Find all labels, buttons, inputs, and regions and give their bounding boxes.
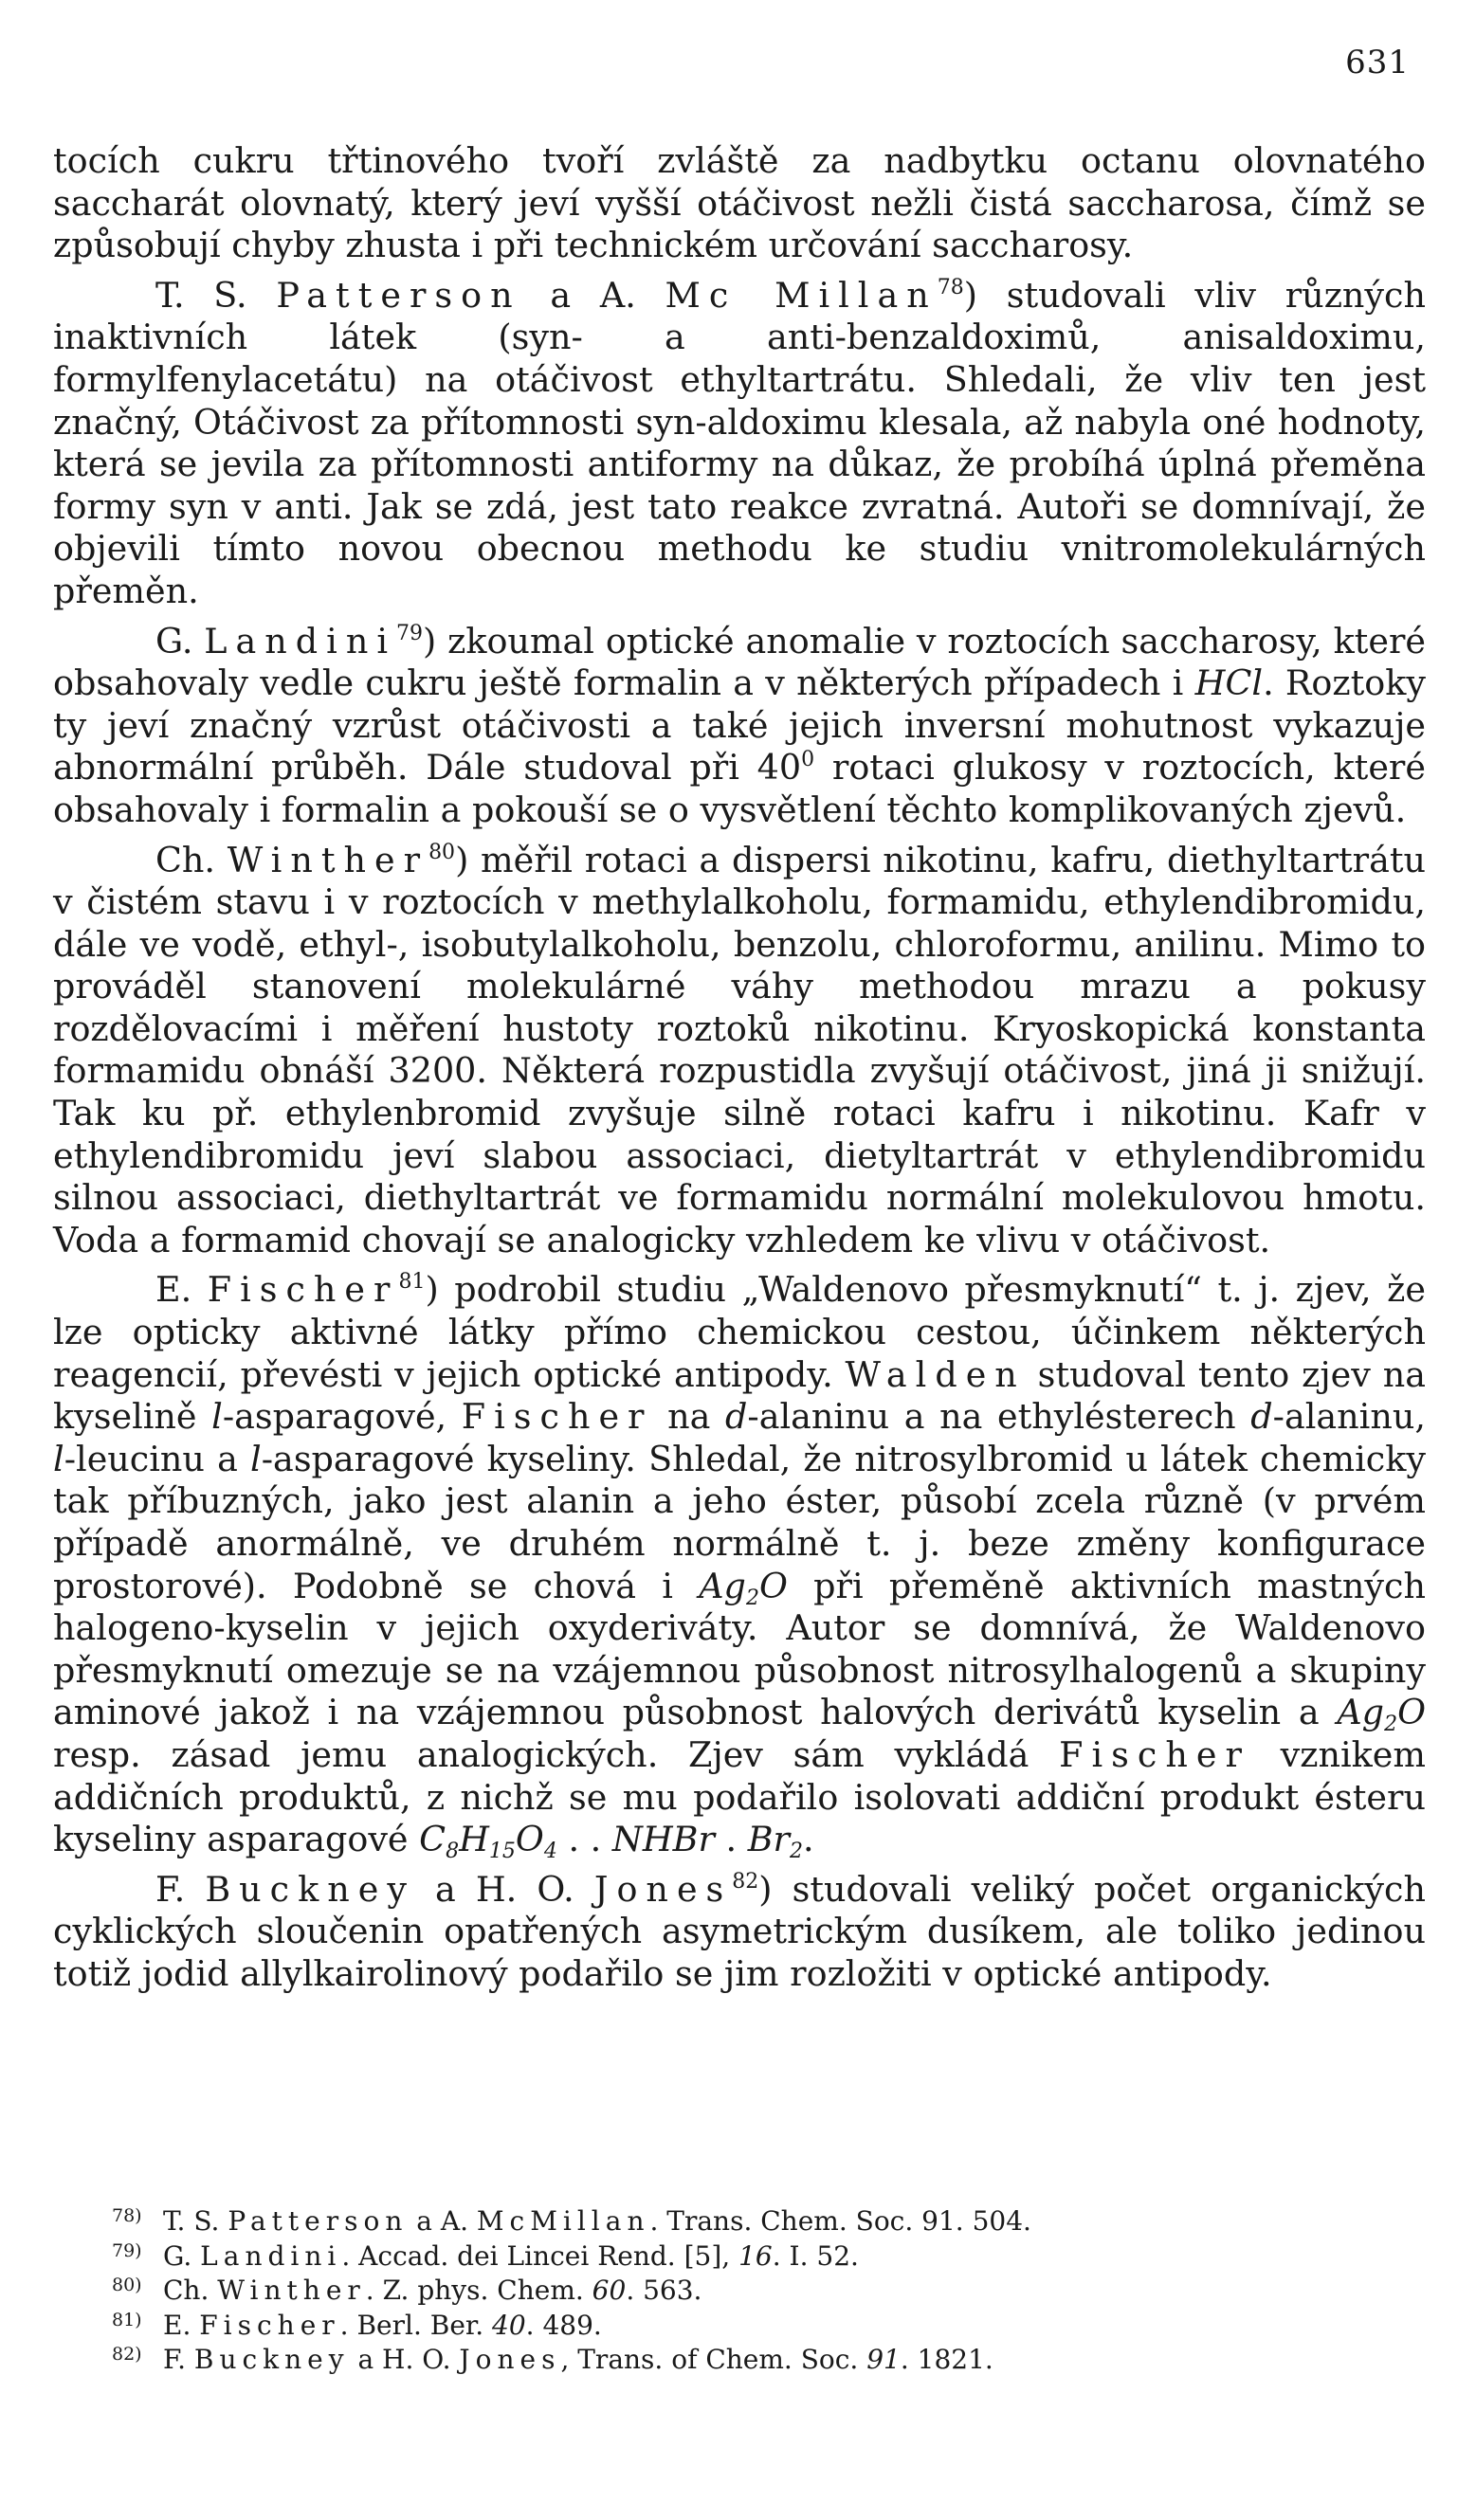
formula-subscript: 2 bbox=[1384, 1713, 1398, 1737]
paragraph-text: -asparagové, bbox=[222, 1396, 462, 1438]
citation-text: . Trans. Chem. Soc. 91. 504. bbox=[649, 2205, 1031, 2237]
chemical-formula bbox=[419, 1819, 557, 1864]
footnote: 82) F. Buckney a H. O. Jones, Trans. of Chem. Soc. 91. 1821. bbox=[112, 2344, 993, 2375]
author-name: Fischer bbox=[199, 2309, 340, 2341]
paragraph-text: na bbox=[652, 1396, 725, 1438]
formula-part: Ag bbox=[699, 1565, 746, 1606]
author-name: Landini bbox=[200, 2239, 342, 2272]
volume-number: 16 bbox=[738, 2239, 773, 2272]
initials: T. S. bbox=[163, 2205, 228, 2237]
paragraph-6 bbox=[53, 1869, 1426, 1996]
paragraph-text: vznikem addičních produktů, z nichž se mu podařilo isolovati addiční produkt ésteru kyseliny asparagové bbox=[53, 1733, 1427, 1860]
formula-part: O bbox=[1397, 1692, 1426, 1733]
paragraph-text: -alaninu a na ethylésterech bbox=[747, 1396, 1251, 1438]
paragraph-text: resp. zásad jemu analogických. Zjev sám vykládá bbox=[53, 1733, 1060, 1775]
footnote: 80) Ch. Winther. Z. phys. Chem. 60. 563. bbox=[112, 2275, 702, 2306]
formula-part: Br bbox=[747, 1819, 791, 1860]
paragraph-5 bbox=[53, 1269, 1427, 1864]
formula-part: O bbox=[758, 1565, 788, 1606]
citation-text: . I. 52. bbox=[772, 2239, 859, 2272]
author-name: Patterson bbox=[228, 2205, 409, 2237]
chemical-formula bbox=[1337, 1692, 1426, 1737]
initials: T. S. bbox=[155, 274, 277, 316]
initials: Ch. bbox=[155, 839, 228, 880]
citation-text: . Berl. Ber. bbox=[339, 2309, 493, 2341]
body-text bbox=[53, 140, 1426, 1996]
author-name: McMillan bbox=[476, 2205, 650, 2237]
paragraph-text: . bbox=[714, 1819, 748, 1860]
citation-text: a A. bbox=[408, 2205, 477, 2237]
citation-text: . 1821. bbox=[900, 2344, 993, 2375]
author-name: Fischer bbox=[1059, 1733, 1250, 1775]
formula-part: H bbox=[459, 1819, 489, 1860]
paragraph-text: -alaninu, bbox=[1272, 1396, 1426, 1438]
page-number: 631 bbox=[1345, 44, 1410, 82]
author-name: Patterson bbox=[276, 274, 521, 316]
footnote: 78) T. S. Patterson a A. McMillan. Trans. Chem. Soc. 91. 504. bbox=[112, 2205, 1031, 2237]
author-name: Mc Millan bbox=[665, 274, 938, 316]
chemical-formula bbox=[699, 1565, 788, 1610]
initials: G. bbox=[155, 620, 205, 662]
author-name: Buckney bbox=[193, 2344, 350, 2375]
paragraph-text: . bbox=[803, 1819, 814, 1860]
author-name: Winther bbox=[227, 839, 429, 880]
paragraph-4 bbox=[53, 840, 1426, 1262]
formula-subscript: 2 bbox=[790, 1840, 804, 1864]
stereo-prefix: d bbox=[1250, 1396, 1273, 1438]
citation-text: , Trans. of Chem. Soc. bbox=[560, 2344, 867, 2375]
stereo-prefix: l bbox=[211, 1396, 223, 1438]
author-name: Jones bbox=[459, 2344, 561, 2375]
stereo-prefix: d bbox=[725, 1396, 748, 1438]
stereo-prefix: l bbox=[53, 1438, 64, 1479]
paragraph-text: studoval tento zjev na kyselině bbox=[53, 1353, 1426, 1438]
formula-subscript: 2 bbox=[745, 1586, 759, 1610]
formula-part: O bbox=[515, 1819, 544, 1860]
paragraph-text: při přeměně aktivních mastných halogeno-kyselin v jejich oxyderiváty. Autor se domnívá, že Waldenovo přesmyknutí omezuje se na vzájemnou působnost nitrosylhalogenů a skupiny aminové jakož i na vzájemnou působnost halových derivátů kyselin a bbox=[53, 1565, 1427, 1733]
footnote-ref: 81 bbox=[398, 1270, 426, 1295]
initials: F. bbox=[163, 2344, 194, 2375]
paragraph-text: ) podrobil studiu „Waldenovo přesmyknutí“ t. j. zjev, že lze opticky aktivné látky přímo chemickou cestou, účinkem některých reagencií, převésti v jejich optické antipody. bbox=[53, 1269, 1426, 1395]
formula-subscript: 8 bbox=[446, 1840, 460, 1864]
citation-text: . 489. bbox=[525, 2309, 602, 2341]
paragraph-3 bbox=[53, 621, 1426, 832]
paragraph-text: tocích cukru třtinového tvoří zvláště za nadbytku octanu olovnatého saccharát olovnatý, který jeví vyšší otáčivost nežli čistá saccharosa, čímž se způsobují chyby zhusta i při technickém určování saccharosy. bbox=[53, 140, 1426, 266]
degree-superscript: 0 bbox=[801, 748, 815, 772]
author-name: Jones bbox=[593, 1868, 733, 1910]
footnote: 79) G. Landini. Accad. dei Lincei Rend. [5], 16. I. 52. bbox=[112, 2239, 859, 2272]
citation-text: a H. O. bbox=[349, 2344, 460, 2375]
paragraph-text: -leucinu a bbox=[64, 1438, 251, 1479]
initials: E. bbox=[155, 1269, 208, 1311]
paragraph-text: . Roztoky ty jeví značný vzrůst otáčivosti a také jejich inversní mohutnost vykazuje abnormální průběh. Dále studoval při 40 bbox=[53, 662, 1426, 789]
volume-number: 40 bbox=[492, 2309, 526, 2341]
paragraph-text: ) studovali vliv různých inaktivních látek (syn- a anti-benzaldoximů, anisaldoximu, formylfenylacetátu) na otáčivost ethyltartrátu. Shledali, že vliv ten jest značný, Otáčivost za přítomnosti syn-aldoximu klesala, až nabyla oné hodnoty, která se jevila za přítomnosti antiformy na důkaz, že probíhá úplná přeměna formy syn v anti. Jak se zdá, jest tato reakce zvratná. Autoři se domnívají, že objevili tímto novou obecnou methodu ke studiu vnitromolekulárných přeměn. bbox=[53, 274, 1426, 611]
initials: Ch. bbox=[163, 2275, 218, 2306]
chemical-formula: NHBr bbox=[611, 1819, 715, 1860]
initials: G. bbox=[163, 2239, 201, 2272]
paragraph-text: ) zkoumal optické anomalie v roztocích saccharosy, které obsahovaly vedle cukru ještě formalin a v některých případech i bbox=[53, 620, 1426, 704]
volume-number: 60 bbox=[592, 2275, 627, 2306]
paragraph-text: -asparagové kyseliny. Shledal, že nitrosylbromid u látek chemicky tak příbuzných, jako jest alanin a jeho éster, působí zcela různě (v prvém případě anormálně, ve druhém normálně t. j. beze změny konfigurace prostorové). Podobně se chová i bbox=[53, 1438, 1426, 1606]
author-name: Buckney bbox=[205, 1868, 415, 1910]
footnote-ref: 80 bbox=[428, 840, 456, 864]
footnote-ref: 82 bbox=[732, 1869, 759, 1894]
author-name: Fischer bbox=[207, 1269, 399, 1311]
formula-part: Ag bbox=[1337, 1692, 1385, 1733]
formula-part: C bbox=[419, 1819, 446, 1860]
author-name: Walden bbox=[845, 1353, 1026, 1395]
paragraph-2 bbox=[53, 275, 1426, 613]
initials: F. bbox=[155, 1868, 206, 1910]
stereo-prefix: l bbox=[250, 1438, 262, 1479]
footnote-ref: 78 bbox=[937, 275, 964, 299]
author-name: Landini bbox=[204, 620, 397, 662]
footnote-ref: 79 bbox=[396, 621, 424, 645]
connector-text: a H. O. bbox=[414, 1868, 594, 1910]
author-name: Fischer bbox=[461, 1396, 653, 1438]
volume-number: 91 bbox=[866, 2344, 901, 2375]
formula-subscript: 4 bbox=[543, 1840, 557, 1864]
formula-subscript: 15 bbox=[488, 1840, 516, 1864]
citation-text: . 563. bbox=[626, 2275, 702, 2306]
footnote: 81) E. Fischer. Berl. Ber. 40. 489. bbox=[112, 2309, 602, 2341]
citation-text: . Accad. dei Lincei Rend. [5], bbox=[341, 2239, 739, 2272]
paragraph-text: rotaci glukosy v roztocích, které obsahovaly i formalin a pokouší se o vysvětlení těchto komplikovaných zjevů. bbox=[53, 747, 1426, 830]
paragraph-text: ) studovali veliký počet organických cyklických sloučenin opatřených asymetrickým dusíkem, ale toliko jedinou totiž jodid allylkairolinový podařilo se jim rozložiti v optické antipody. bbox=[53, 1868, 1426, 1994]
author-name: Winther bbox=[217, 2275, 366, 2306]
chemical-formula: HCl bbox=[1194, 662, 1264, 704]
paragraph-1 bbox=[53, 140, 1426, 267]
paragraph-text: ) měřil rotaci a dispersi nikotinu, kafru, diethyltartrátu v čistém stavu i v roztocích v methylalkoholu, formamidu, ethylendibromidu, dále ve vodě, ethyl-, isobutylalkoholu, benzolu, chloroformu, anilinu. Mimo to prováděl stanovení molekulárné váhy methodou mrazu a pokusy rozdělovacími i měření hustoty roztoků nikotinu. Kryoskopická konstanta formamidu obnáší 3200. Některá rozpustidla zvyšují otáčivost, jiná ji snižují. Tak ku př. ethylenbromid zvyšuje silně rotaci kafru i nikotinu. Kafr v ethylendibromidu jeví slabou associaci, dietyltartrát v ethylendibromidu silnou associaci, diethyltartrát ve formamidu normální molekulovou hmotu. Voda a formamid chovají se analogicky vzhledem ke vlivu v otáčivost. bbox=[53, 839, 1426, 1260]
initials: E. bbox=[163, 2309, 200, 2341]
connector-text: a A. bbox=[520, 274, 665, 316]
chemical-formula bbox=[747, 1819, 804, 1864]
paragraph-text: . . bbox=[556, 1819, 612, 1860]
citation-text: . Z. phys. Chem. bbox=[365, 2275, 592, 2306]
footnotes bbox=[112, 2204, 1401, 2378]
